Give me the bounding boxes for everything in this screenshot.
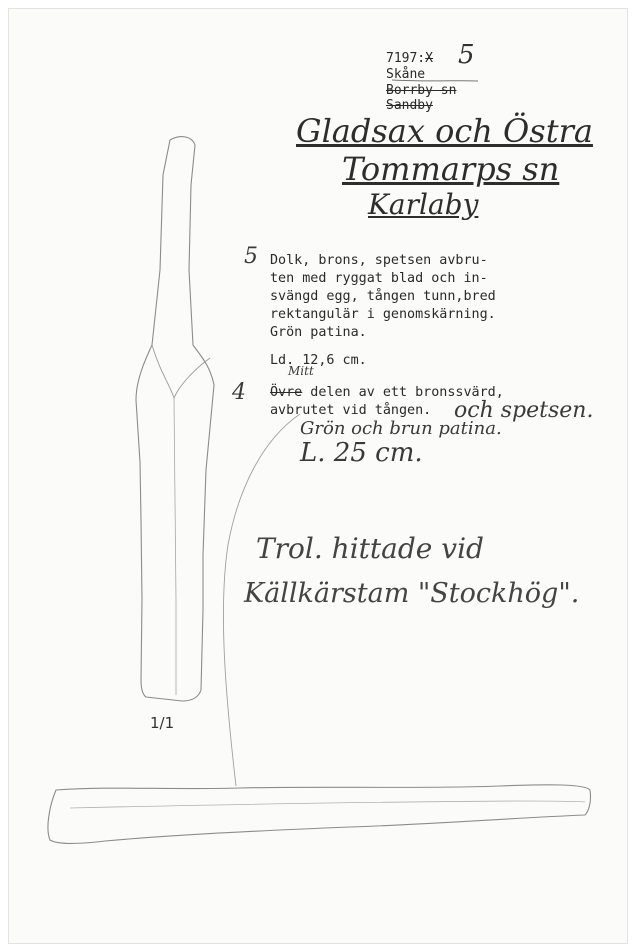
catalogue-number: 7197:X <box>386 51 433 66</box>
item4-inserted-word: Mitt <box>288 364 314 378</box>
sword-drawing <box>48 785 591 844</box>
item4-line1: Övre delen av ett bronssvärd, <box>270 385 504 400</box>
item5-line4: rektangulär i genomskärning. <box>270 307 496 322</box>
province: Skåne <box>386 67 426 82</box>
item4-handwritten-patina: Grön och brun patina. <box>300 418 502 439</box>
dagger-drawing <box>136 137 214 701</box>
catalogue-new-suffix: 5 <box>458 40 475 70</box>
scale-label: 1/1 <box>150 714 175 732</box>
item-number-4: 4 <box>232 380 246 405</box>
item5-measurement: Ld. 12,6 cm. <box>270 353 367 368</box>
old-site: Sandby <box>386 98 433 113</box>
item4-line2: avbrutet vid tången. <box>270 403 432 418</box>
item5-line2: ten med ryggat blad och in- <box>270 271 488 286</box>
item4-handwritten-addition: och spetsen. <box>454 398 594 423</box>
handwritten-location-1: Gladsax och Östra <box>296 112 593 150</box>
item5-line1: Dolk, brons, spetsen avbru- <box>270 253 488 268</box>
item5-line3: svängd egg, tången tunn,bred <box>270 289 496 304</box>
item4-handwritten-measure: L. 25 cm. <box>300 438 423 468</box>
old-parish: Borrby sn <box>386 83 457 98</box>
handwritten-location-3: Karlaby <box>368 188 479 221</box>
handwritten-note-2: Källkärstam "Stockhög". <box>244 578 580 609</box>
item-number-5: 5 <box>244 244 258 269</box>
handwritten-note-1: Trol. hittade vid <box>256 532 484 565</box>
item5-line5: Grön patina. <box>270 325 367 340</box>
handwritten-location-2: Tommarps sn <box>342 150 560 188</box>
